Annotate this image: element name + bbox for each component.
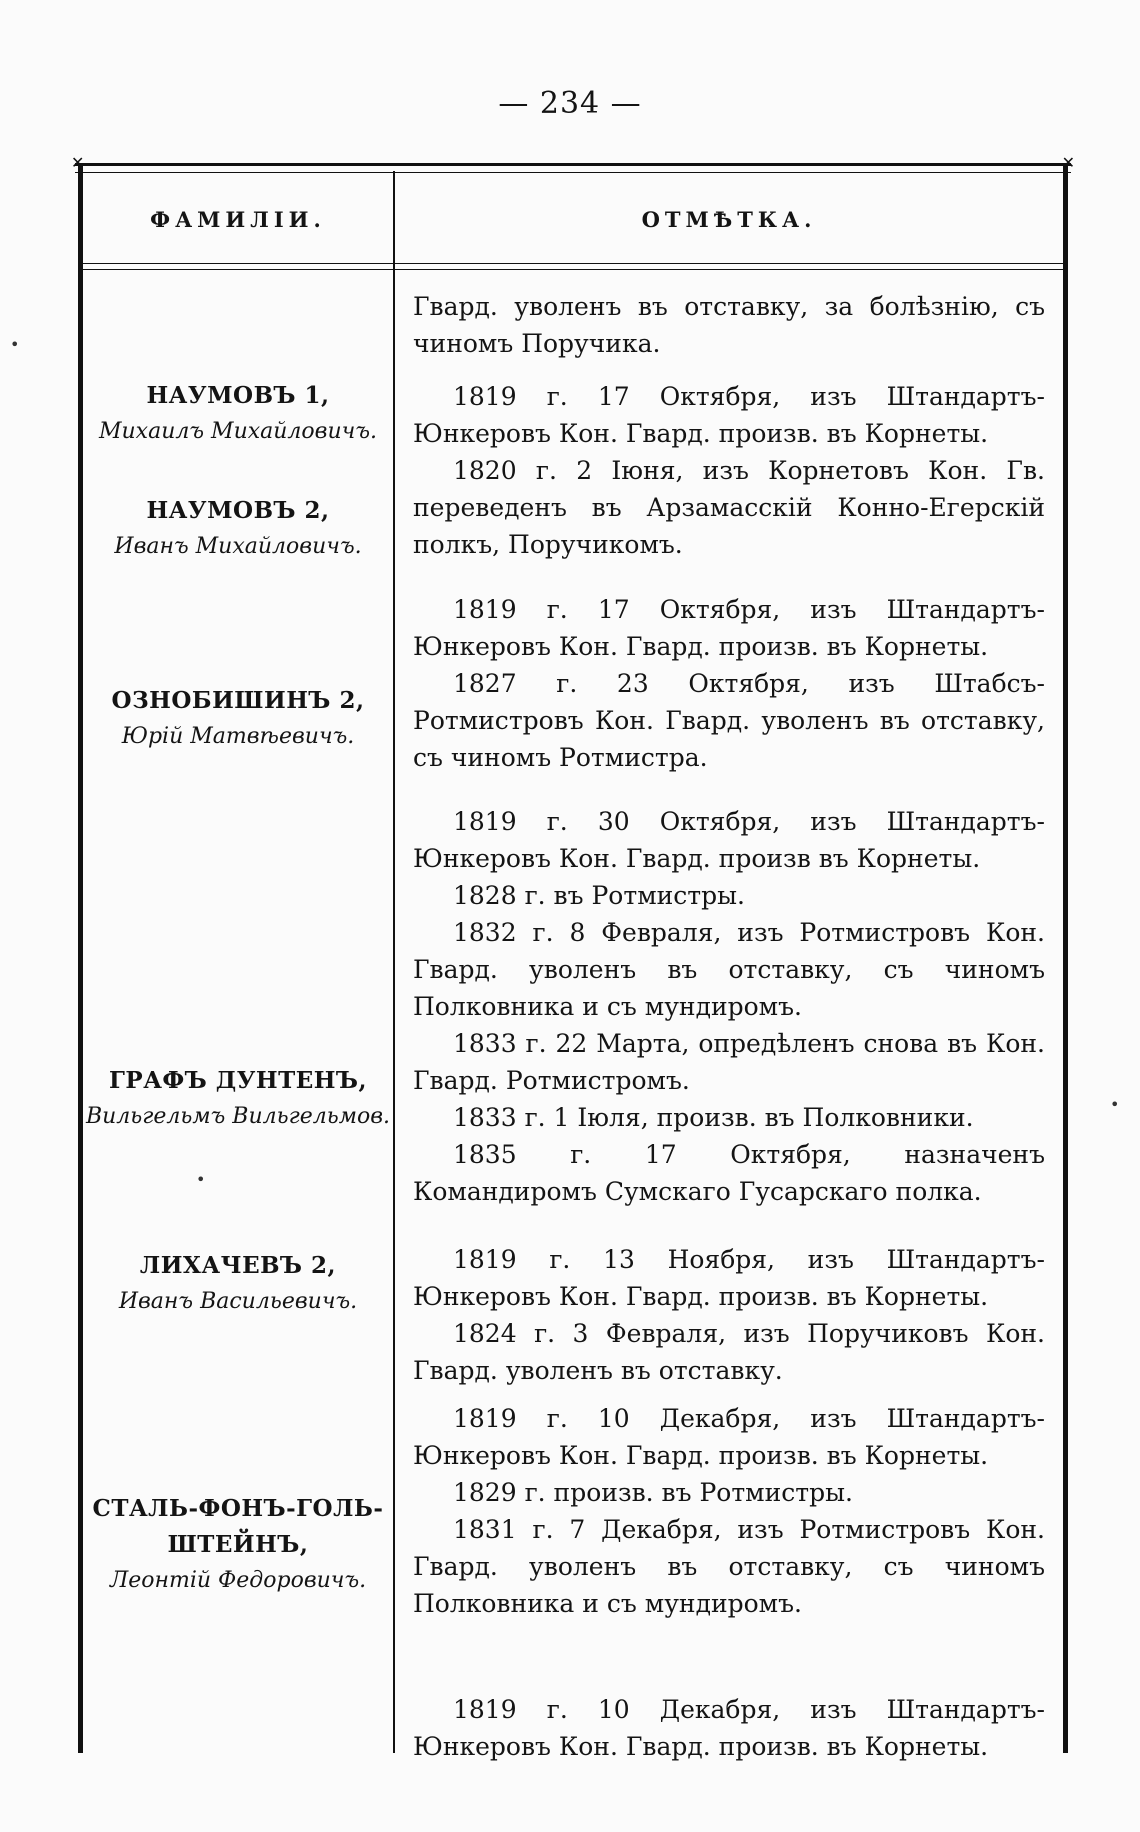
entry-notes xyxy=(413,803,1045,1210)
note-paragraph: 1819 г. 10 Декабря, изъ Штандартъ-Юнкеровъ Кон. Гвард. произв. въ Корнеты. xyxy=(413,1404,1045,1470)
note-paragraph: 1833 г. 1 Іюля, произв. въ Полковники. xyxy=(453,1103,974,1132)
entry-notes xyxy=(413,1400,1045,1622)
entry-name xyxy=(83,1063,393,1135)
page-number: — 234 — xyxy=(498,86,642,121)
note-paragraph: 1829 г. произв. въ Ротмистры. xyxy=(453,1478,853,1507)
entry-name xyxy=(83,683,393,755)
note-paragraph: 1832 г. 8 Февраля, изъ Ротмистровъ Кон. Гвард. уволенъ въ отставку, съ чиномъ Полковника и съ мундиромъ. xyxy=(413,918,1045,1021)
note-paragraph: 1819 г. 17 Октября, изъ Штандартъ-Юнкеровъ Кон. Гвард. произв. въ Корнеты. xyxy=(413,382,1045,448)
table-header xyxy=(83,171,1063,263)
note-paragraph: 1819 г. 10 Декабря, изъ Штандартъ-Юнкеровъ Кон. Гвард. произв. въ Корнеты. xyxy=(413,1695,1045,1761)
header-rule xyxy=(83,263,1063,270)
given-name: Юрій Матвѣевичъ. xyxy=(121,724,355,749)
stray-mark: • xyxy=(1110,1095,1120,1114)
note-paragraph: 1828 г. въ Ротмистры. xyxy=(453,881,745,910)
corner-ornament-icon: ✕ xyxy=(1061,153,1075,172)
column-divider xyxy=(393,171,395,1753)
note-paragraph: Гвард. уволенъ въ отставку, за болѣзнію, съ чиномъ Поручика. xyxy=(413,292,1045,358)
corner-ornament-icon: ✕ xyxy=(71,153,85,172)
entry-notes xyxy=(413,378,1045,563)
stray-mark: • xyxy=(10,335,20,354)
surname: ГРАФЪ ДУНТЕНЪ, xyxy=(109,1067,367,1094)
entry-notes xyxy=(413,1241,1045,1389)
given-name: Леонтій Федоровичъ. xyxy=(109,1568,367,1593)
given-name: Иванъ Михайловичъ. xyxy=(114,534,362,559)
entry-name xyxy=(83,1491,393,1599)
entry-notes xyxy=(413,1691,1045,1765)
entry-name xyxy=(83,378,393,450)
note-paragraph: 1827 г. 23 Октября, изъ Штабсъ-Ротмистровъ Кон. Гвард. уволенъ въ отставку, съ чиномъ Ротмистра. xyxy=(413,669,1045,772)
note-paragraph: 1819 г. 13 Ноября, изъ Штандартъ-Юнкеровъ Кон. Гвард. произв. въ Корнеты. xyxy=(413,1245,1045,1311)
note-paragraph: 1820 г. 2 Іюня, изъ Корнетовъ Кон. Гв. переведенъ въ Арзамасскій Конно-Егерскій полкъ, Поручикомъ. xyxy=(413,456,1045,559)
entry-name xyxy=(83,1248,393,1320)
note-paragraph: 1819 г. 30 Октября, изъ Штандартъ-Юнкеровъ Кон. Гвард. произв въ Корнеты. xyxy=(413,807,1045,873)
given-name: Иванъ Васильевичъ. xyxy=(118,1289,358,1314)
surname: НАУМОВЪ 2, xyxy=(146,497,330,524)
note-paragraph: 1833 г. 22 Марта, опредѣленъ снова въ Кон. Гвард. Ротмистромъ. xyxy=(413,1029,1045,1095)
continuation-note xyxy=(413,288,1045,362)
given-name: Вильгельмъ Вильгельмов. xyxy=(85,1104,391,1129)
note-paragraph: 1819 г. 17 Октября, изъ Штандартъ-Юнкеровъ Кон. Гвард. произв. въ Корнеты. xyxy=(413,595,1045,661)
header-names: ФАМИЛІИ. xyxy=(150,207,326,232)
header-notes: ОТМѢТКА. xyxy=(641,207,817,232)
given-name: Михаилъ Михайловичъ. xyxy=(98,419,377,444)
stray-mark: • xyxy=(196,1170,206,1189)
officer-record-table xyxy=(71,153,1075,1761)
surname: НАУМОВЪ 1, xyxy=(146,382,330,409)
note-paragraph: 1824 г. 3 Февраля, изъ Поручиковъ Кон. Гвард. уволенъ въ отставку. xyxy=(413,1319,1045,1385)
note-paragraph: 1831 г. 7 Декабря, изъ Ротмистровъ Кон. Гвард. уволенъ въ отставку, съ чиномъ Полковника и съ мундиромъ. xyxy=(413,1515,1045,1618)
note-paragraph: 1835 г. 17 Октября, назначенъ Командиромъ Сумскаго Гусарскаго полка. xyxy=(413,1140,1045,1206)
entry-name xyxy=(83,493,393,565)
surname: ЛИХАЧЕВЪ 2, xyxy=(139,1252,337,1279)
surname: ОЗНОБИШИНЪ 2, xyxy=(111,687,365,714)
surname: СТАЛЬ-ФОНЪ-ГОЛЬ-ШТЕЙНЪ, xyxy=(92,1495,384,1558)
entry-notes xyxy=(413,591,1045,776)
